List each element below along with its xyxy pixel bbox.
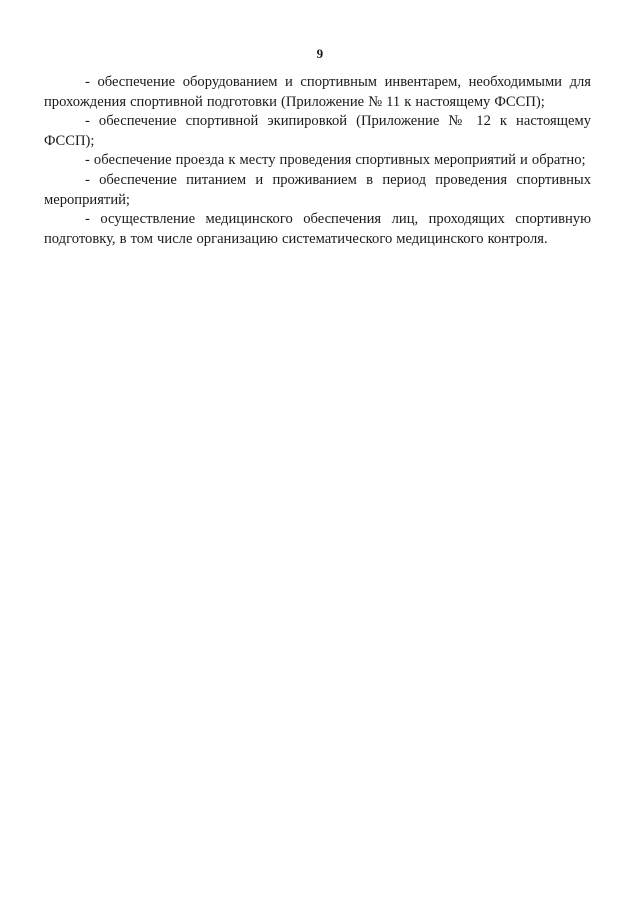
list-item-equipment: - обеспечение оборудованием и спортивным инвентарем, необходимыми для прохождения спортивной подготовки (Приложение № 11 к настоящему ФССП);	[44, 74, 591, 110]
list-item-medical: - осуществление медицинского обеспечения лиц, проходящих спортивную подготовку, в том числе организацию систематического медицинского контроля.	[44, 211, 591, 247]
list-item-travel: - обеспечение проезда к месту проведения спортивных мероприятий и обратно;	[85, 152, 586, 169]
list-item-outfit: - обеспечение спортивной экипировкой (Приложение № 12 к настоящему ФССП);	[44, 113, 591, 149]
document-body	[44, 73, 591, 249]
page-number: 9	[316, 46, 324, 61]
list-item-meals-lodging: - обеспечение питанием и проживанием в период проведения спортивных мероприятий;	[44, 171, 591, 208]
